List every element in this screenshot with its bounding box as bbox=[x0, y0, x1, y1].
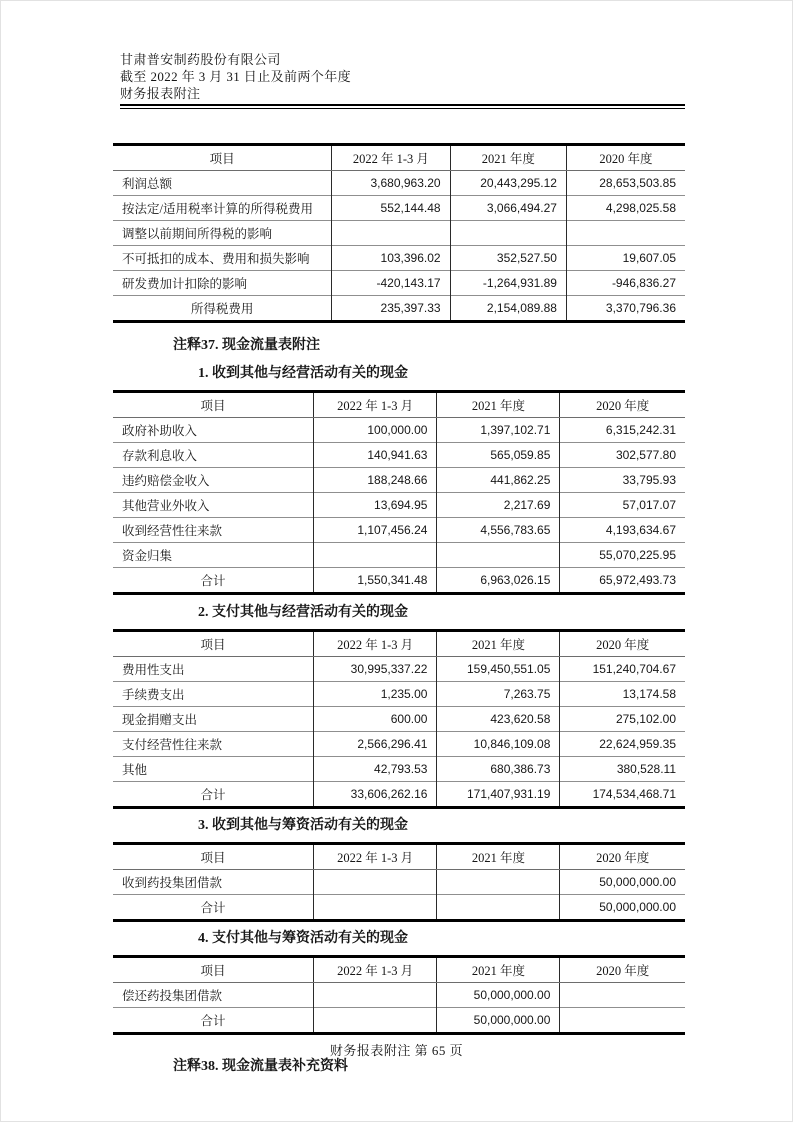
section-title-note37: 注释37. 现金流量表附注 bbox=[173, 338, 320, 353]
page-content bbox=[113, 143, 685, 1077]
cell-value: 100,000.00 bbox=[313, 418, 437, 443]
cell-value: 4,193,634.67 bbox=[560, 518, 685, 543]
cell-value bbox=[437, 543, 560, 568]
table-row bbox=[113, 271, 685, 296]
cell-value: 600.00 bbox=[313, 707, 437, 732]
table-row bbox=[113, 418, 685, 443]
column-header: 2022 年 1-3 月 bbox=[313, 844, 437, 870]
cell-value: 65,972,493.73 bbox=[560, 568, 685, 594]
cell-value: 50,000,000.00 bbox=[437, 983, 560, 1008]
row-label: 支付经营性往来款 bbox=[113, 732, 313, 757]
cell-value: 3,680,963.20 bbox=[332, 171, 450, 196]
row-label: 利润总额 bbox=[113, 171, 332, 196]
cell-value: 151,240,704.67 bbox=[560, 657, 685, 682]
cell-value bbox=[313, 1008, 437, 1034]
row-label: 政府补助收入 bbox=[113, 418, 313, 443]
table-header-row bbox=[113, 844, 685, 870]
column-header: 项目 bbox=[113, 145, 332, 171]
row-label: 合计 bbox=[113, 782, 313, 808]
other-financing-cash-paid-table bbox=[113, 955, 685, 1035]
table-row bbox=[113, 196, 685, 221]
table-row bbox=[113, 221, 685, 246]
table-row bbox=[113, 757, 685, 782]
subsection-title-2: 2. 支付其他与经营活动有关的现金 bbox=[198, 605, 408, 620]
row-label: 收到药投集团借款 bbox=[113, 870, 313, 895]
cell-value: 174,534,468.71 bbox=[560, 782, 685, 808]
cell-value: 1,107,456.24 bbox=[313, 518, 437, 543]
cell-value: 565,059.85 bbox=[437, 443, 560, 468]
column-header: 2020 年度 bbox=[566, 145, 685, 171]
cell-value bbox=[313, 895, 437, 921]
row-label: 其他 bbox=[113, 757, 313, 782]
cell-value: 4,298,025.58 bbox=[566, 196, 685, 221]
row-label: 资金归集 bbox=[113, 543, 313, 568]
column-header: 项目 bbox=[113, 631, 313, 657]
table-row bbox=[113, 707, 685, 732]
row-label: 所得税费用 bbox=[113, 296, 332, 322]
table-row bbox=[113, 493, 685, 518]
cell-value: 33,795.93 bbox=[560, 468, 685, 493]
cell-value bbox=[560, 1008, 685, 1034]
column-header: 2020 年度 bbox=[560, 957, 685, 983]
table-row bbox=[113, 543, 685, 568]
cell-value: 42,793.53 bbox=[313, 757, 437, 782]
row-label: 违约赔偿金收入 bbox=[113, 468, 313, 493]
cell-value: 380,528.11 bbox=[560, 757, 685, 782]
column-header: 2022 年 1-3 月 bbox=[313, 631, 437, 657]
cell-value: -1,264,931.89 bbox=[450, 271, 566, 296]
other-operating-cash-received-table bbox=[113, 390, 685, 595]
cell-value: 6,963,026.15 bbox=[437, 568, 560, 594]
header-rule bbox=[120, 104, 685, 109]
table-row bbox=[113, 171, 685, 196]
table-row bbox=[113, 1008, 685, 1034]
table-header-row bbox=[113, 957, 685, 983]
cell-value bbox=[560, 983, 685, 1008]
table-row bbox=[113, 895, 685, 921]
table-header-row bbox=[113, 145, 685, 171]
cell-value: 2,154,089.88 bbox=[450, 296, 566, 322]
row-label: 偿还药投集团借款 bbox=[113, 983, 313, 1008]
column-header: 2021 年度 bbox=[437, 957, 560, 983]
column-header: 2021 年度 bbox=[437, 392, 560, 418]
column-header: 2021 年度 bbox=[437, 844, 560, 870]
cell-value bbox=[313, 543, 437, 568]
cell-value bbox=[332, 221, 450, 246]
cell-value: 4,556,783.65 bbox=[437, 518, 560, 543]
cell-value bbox=[313, 870, 437, 895]
table-header-row bbox=[113, 392, 685, 418]
table-row bbox=[113, 296, 685, 322]
document-type: 财务报表附注 bbox=[120, 86, 201, 101]
cell-value: 103,396.02 bbox=[332, 246, 450, 271]
cell-value: 235,397.33 bbox=[332, 296, 450, 322]
row-label: 合计 bbox=[113, 568, 313, 594]
table-row bbox=[113, 983, 685, 1008]
subsection-title-1: 1. 收到其他与经营活动有关的现金 bbox=[198, 366, 408, 381]
cell-value: -420,143.17 bbox=[332, 271, 450, 296]
cell-value bbox=[437, 870, 560, 895]
cell-value: 20,443,295.12 bbox=[450, 171, 566, 196]
row-label: 研发费加计扣除的影响 bbox=[113, 271, 332, 296]
row-label: 现金捐赠支出 bbox=[113, 707, 313, 732]
income-tax-reconciliation-table bbox=[113, 143, 685, 323]
cell-value bbox=[566, 221, 685, 246]
row-label: 合计 bbox=[113, 1008, 313, 1034]
cell-value: -946,836.27 bbox=[566, 271, 685, 296]
cell-value: 552,144.48 bbox=[332, 196, 450, 221]
table-row bbox=[113, 657, 685, 682]
table-row bbox=[113, 518, 685, 543]
column-header: 2022 年 1-3 月 bbox=[313, 392, 437, 418]
row-label: 调整以前期间所得税的影响 bbox=[113, 221, 332, 246]
row-label: 按法定/适用税率计算的所得税费用 bbox=[113, 196, 332, 221]
cell-value: 275,102.00 bbox=[560, 707, 685, 732]
column-header: 2021 年度 bbox=[437, 631, 560, 657]
document-header bbox=[120, 51, 351, 102]
cell-value: 13,174.58 bbox=[560, 682, 685, 707]
subsection-title-3: 3. 收到其他与筹资活动有关的现金 bbox=[198, 818, 408, 833]
cell-value: 1,550,341.48 bbox=[313, 568, 437, 594]
cell-value: 423,620.58 bbox=[437, 707, 560, 732]
column-header: 2020 年度 bbox=[560, 392, 685, 418]
column-header: 2020 年度 bbox=[560, 844, 685, 870]
cell-value: 2,566,296.41 bbox=[313, 732, 437, 757]
cell-value: 33,606,262.16 bbox=[313, 782, 437, 808]
cell-value bbox=[450, 221, 566, 246]
cell-value: 30,995,337.22 bbox=[313, 657, 437, 682]
row-label: 手续费支出 bbox=[113, 682, 313, 707]
cell-value: 13,694.95 bbox=[313, 493, 437, 518]
table-header-row bbox=[113, 631, 685, 657]
section-title-note38: 注释38. 现金流量表补充资料 bbox=[173, 1059, 348, 1074]
table-row bbox=[113, 443, 685, 468]
subsection-title-4: 4. 支付其他与筹资活动有关的现金 bbox=[198, 931, 408, 946]
cell-value: 159,450,551.05 bbox=[437, 657, 560, 682]
row-label: 不可抵扣的成本、费用和损失影响 bbox=[113, 246, 332, 271]
cell-value: 3,066,494.27 bbox=[450, 196, 566, 221]
cell-value: 680,386.73 bbox=[437, 757, 560, 782]
cell-value: 3,370,796.36 bbox=[566, 296, 685, 322]
cell-value: 441,862.25 bbox=[437, 468, 560, 493]
cell-value bbox=[313, 983, 437, 1008]
row-label: 收到经营性往来款 bbox=[113, 518, 313, 543]
column-header: 2020 年度 bbox=[560, 631, 685, 657]
cell-value: 50,000,000.00 bbox=[560, 870, 685, 895]
table-row bbox=[113, 468, 685, 493]
cell-value: 140,941.63 bbox=[313, 443, 437, 468]
cell-value bbox=[437, 895, 560, 921]
column-header: 项目 bbox=[113, 392, 313, 418]
table-row bbox=[113, 870, 685, 895]
other-operating-cash-paid-table bbox=[113, 629, 685, 809]
report-period: 截至 2022 年 3 月 31 日止及前两个年度 bbox=[120, 69, 352, 84]
page-footer: 财务报表附注 第 65 页 bbox=[329, 1043, 464, 1058]
cell-value: 188,248.66 bbox=[313, 468, 437, 493]
column-header: 2022 年 1-3 月 bbox=[332, 145, 450, 171]
cell-value: 2,217.69 bbox=[437, 493, 560, 518]
column-header: 2022 年 1-3 月 bbox=[313, 957, 437, 983]
row-label: 其他营业外收入 bbox=[113, 493, 313, 518]
cell-value: 171,407,931.19 bbox=[437, 782, 560, 808]
cell-value: 19,607.05 bbox=[566, 246, 685, 271]
cell-value: 57,017.07 bbox=[560, 493, 685, 518]
company-name: 甘肃普安制药股份有限公司 bbox=[120, 52, 281, 67]
row-label: 存款利息收入 bbox=[113, 443, 313, 468]
cell-value: 28,653,503.85 bbox=[566, 171, 685, 196]
cell-value: 7,263.75 bbox=[437, 682, 560, 707]
table-row bbox=[113, 682, 685, 707]
other-financing-cash-received-table bbox=[113, 842, 685, 922]
cell-value: 1,397,102.71 bbox=[437, 418, 560, 443]
cell-value: 1,235.00 bbox=[313, 682, 437, 707]
table-row bbox=[113, 246, 685, 271]
cell-value: 55,070,225.95 bbox=[560, 543, 685, 568]
column-header: 项目 bbox=[113, 957, 313, 983]
table-row bbox=[113, 568, 685, 594]
row-label: 费用性支出 bbox=[113, 657, 313, 682]
cell-value: 302,577.80 bbox=[560, 443, 685, 468]
row-label: 合计 bbox=[113, 895, 313, 921]
cell-value: 6,315,242.31 bbox=[560, 418, 685, 443]
cell-value: 352,527.50 bbox=[450, 246, 566, 271]
cell-value: 10,846,109.08 bbox=[437, 732, 560, 757]
table-row bbox=[113, 732, 685, 757]
column-header: 2021 年度 bbox=[450, 145, 566, 171]
table-row bbox=[113, 782, 685, 808]
column-header: 项目 bbox=[113, 844, 313, 870]
cell-value: 50,000,000.00 bbox=[560, 895, 685, 921]
cell-value: 22,624,959.35 bbox=[560, 732, 685, 757]
cell-value: 50,000,000.00 bbox=[437, 1008, 560, 1034]
